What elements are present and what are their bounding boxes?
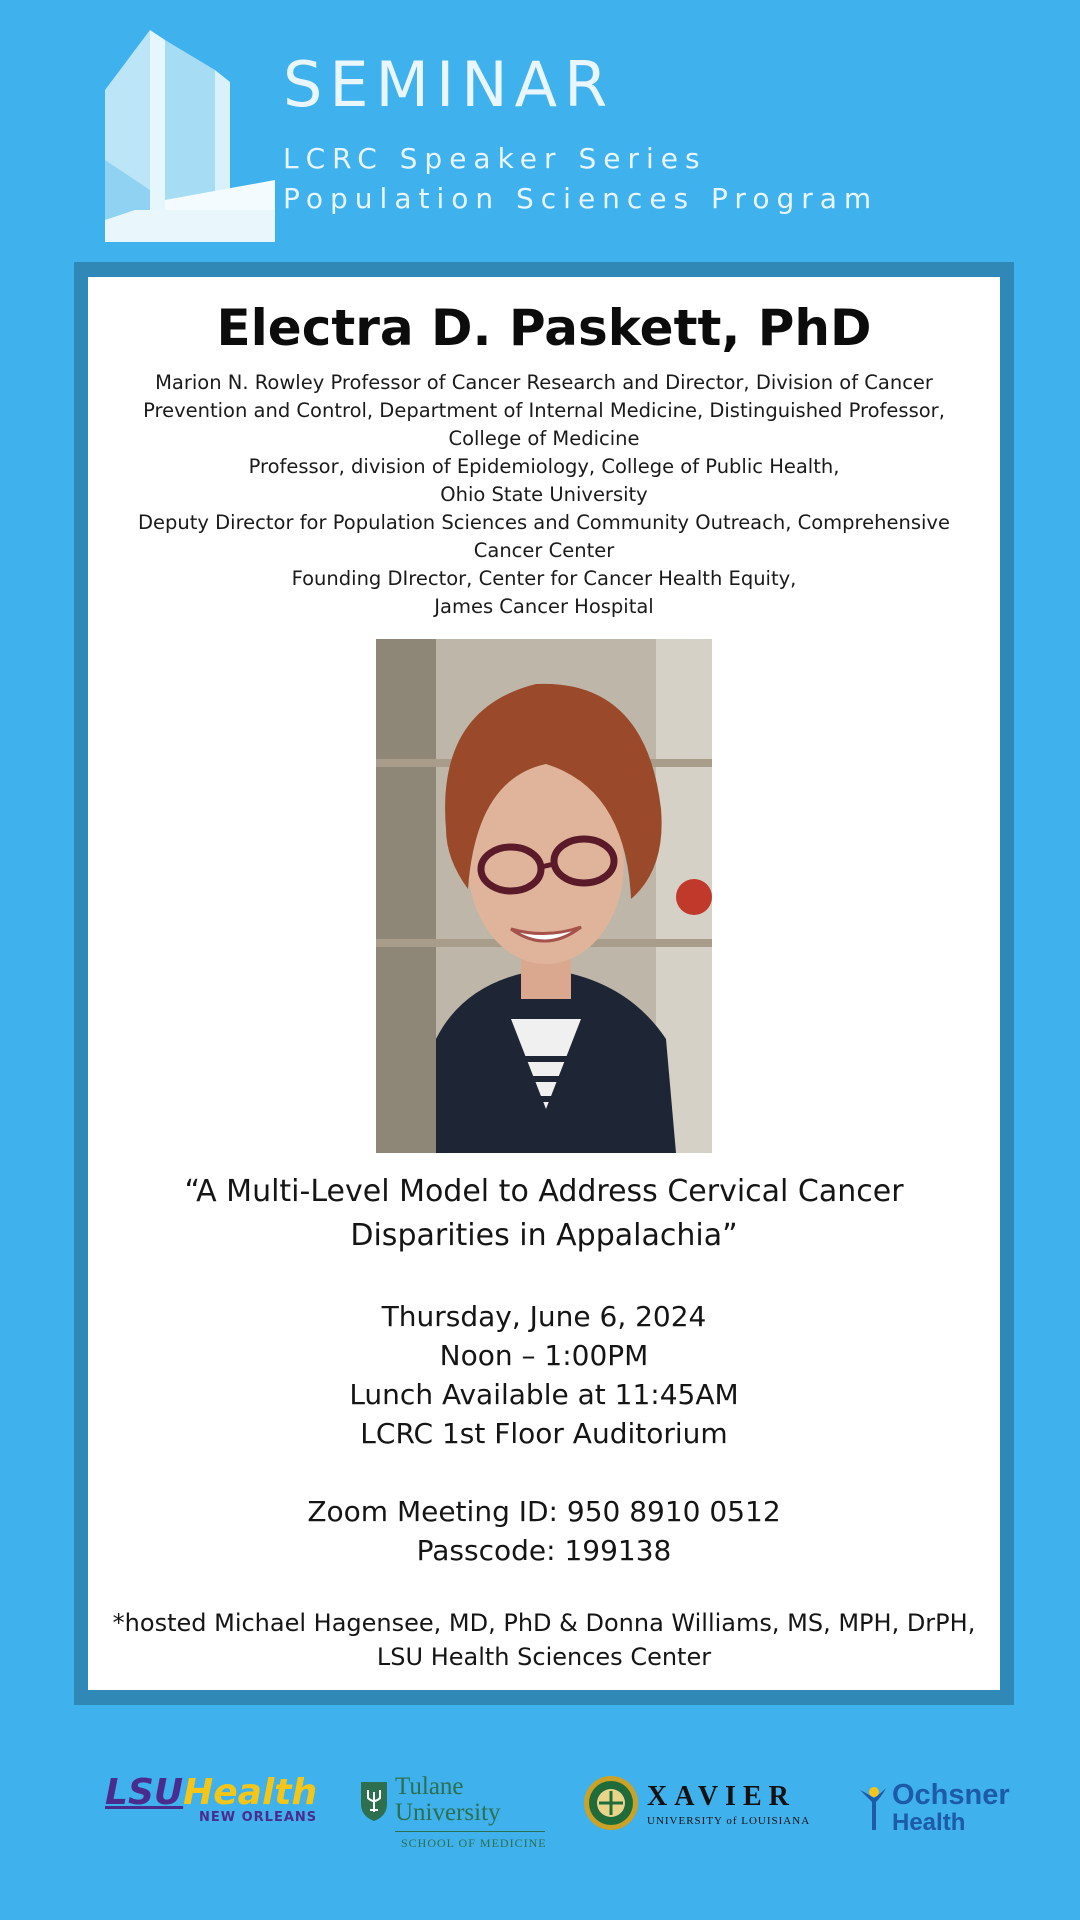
lsu-logo-subtitle: NEW ORLEANS <box>198 1810 318 1825</box>
lsu-logo-text: LSU <box>105 1772 184 1813</box>
talk-title-line: Disparities in Appalachia” <box>350 1218 738 1253</box>
credential-line: Deputy Director for Population Sciences and Community Outreach, Comprehensive <box>138 511 950 534</box>
speaker-series-label: LCRC Speaker Series <box>283 142 707 175</box>
credential-line: Professor, division of Epidemiology, College of Public Health, <box>248 455 840 478</box>
ochsner-name: Ochsner <box>892 1779 1010 1811</box>
event-details <box>108 1297 980 1453</box>
tulane-shield-icon <box>359 1780 389 1822</box>
tulane-divider <box>395 1831 545 1832</box>
speaker-credentials <box>108 369 980 621</box>
credential-line: Prevention and Control, Department of Internal Medicine, Distinguished Professor, <box>143 399 945 422</box>
event-date: Thursday, June 6, 2024 <box>381 1300 707 1333</box>
health-logo-text: Health <box>183 1772 318 1813</box>
host-line: *hosted Michael Hagensee, MD, PhD & Donna Williams, MS, MPH, DrPH, <box>112 1609 976 1637</box>
zoom-details <box>108 1492 980 1570</box>
talk-title <box>108 1170 980 1258</box>
seminar-title: SEMINAR <box>283 48 615 121</box>
sponsor-logos <box>0 1760 1080 1880</box>
tulane-name-line: Tulane <box>395 1773 464 1800</box>
zoom-passcode: Passcode: 199138 <box>416 1534 672 1567</box>
credential-line: Founding DIrector, Center for Cancer Health Equity, <box>291 567 797 590</box>
ochsner-health-logo <box>858 1778 1018 1838</box>
xavier-seal-icon <box>583 1775 639 1831</box>
tulane-subtitle: SCHOOL OF MEDICINE <box>401 1836 547 1850</box>
tulane-name-line: University <box>395 1799 501 1826</box>
ochsner-subtitle: Health <box>892 1809 966 1836</box>
seminar-card <box>88 277 1000 1690</box>
speaker-photo <box>376 639 712 1153</box>
event-lunch: Lunch Available at 11:45AM <box>349 1378 739 1411</box>
credential-line: Ohio State University <box>440 483 648 506</box>
credential-line: College of Medicine <box>448 427 640 450</box>
credential-line: Marion N. Rowley Professor of Cancer Research and Director, Division of Cancer <box>155 371 933 394</box>
ochsner-mark-icon <box>858 1784 888 1832</box>
host-line: LSU Health Sciences Center <box>376 1643 712 1671</box>
credential-line: James Cancer Hospital <box>434 595 654 618</box>
lsu-health-logo <box>105 1774 317 1825</box>
building-logo-icon <box>105 30 275 242</box>
event-location: LCRC 1st Floor Auditorium <box>360 1417 728 1450</box>
seminar-header <box>0 0 1080 260</box>
credential-line: Cancer Center <box>473 539 615 562</box>
xavier-name: XAVIER <box>647 1781 796 1812</box>
talk-title-line: “A Multi-Level Model to Address Cervical Cancer <box>184 1174 904 1209</box>
host-details <box>98 1606 990 1674</box>
tulane-logo <box>355 1774 555 1854</box>
zoom-meeting-id: Zoom Meeting ID: 950 8910 0512 <box>307 1495 781 1528</box>
xavier-subtitle: UNIVERSITY of LOUISIANA <box>647 1815 811 1827</box>
speaker-name: Electra D. Paskett, PhD <box>216 299 872 357</box>
program-label: Population Sciences Program <box>283 182 879 215</box>
event-time: Noon – 1:00PM <box>439 1339 649 1372</box>
xavier-logo <box>583 1775 811 1835</box>
